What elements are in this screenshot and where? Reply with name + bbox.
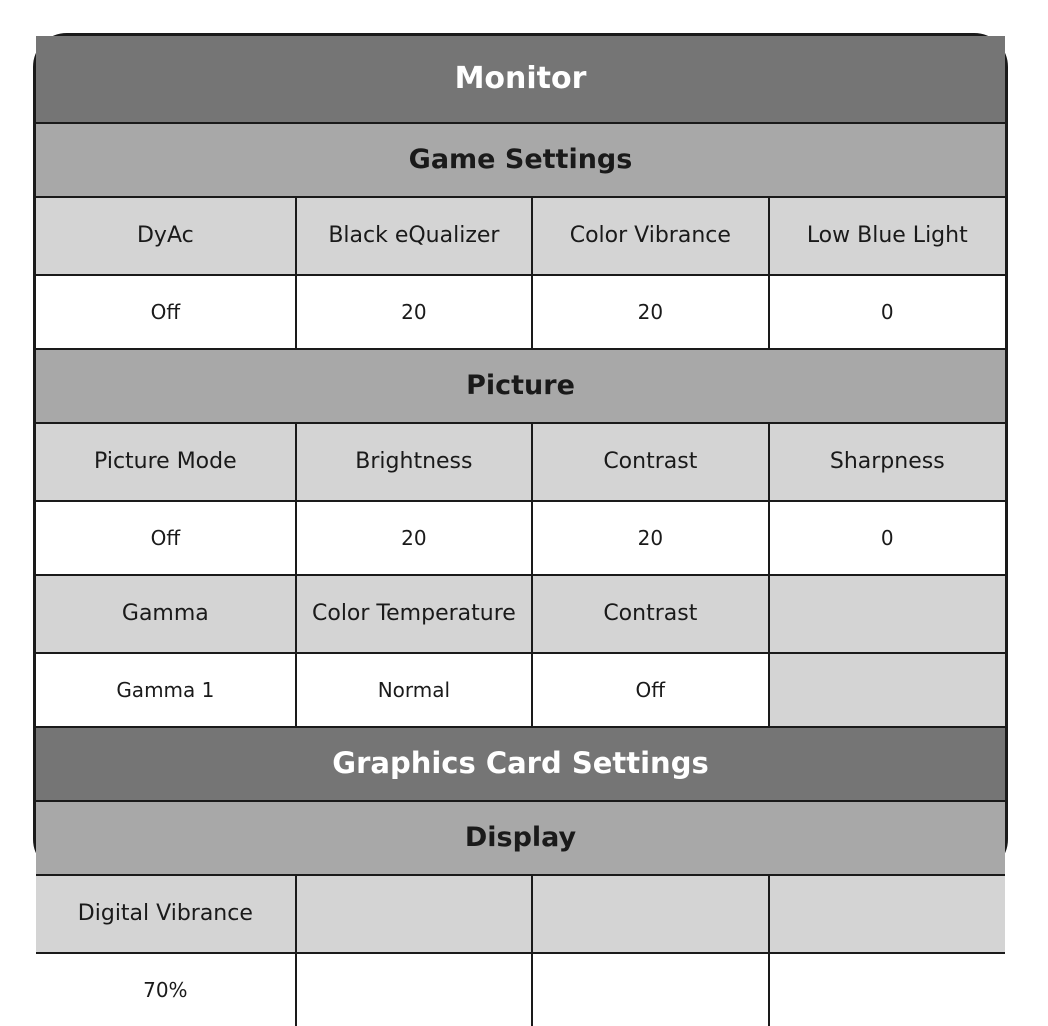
cell-empty (769, 953, 1005, 1026)
table-row-section-game-settings (36, 123, 1005, 197)
table-row (36, 653, 1005, 727)
monitor-settings-card (33, 33, 1008, 1002)
cell-digital-vibrance-value: 70% (36, 953, 296, 1026)
page-title: Monitor (36, 36, 1005, 123)
section-header-display: Display (36, 801, 1005, 875)
cell-black-equalizer-label: Black eQualizer (296, 197, 532, 275)
cell-low-blue-light-value: 0 (769, 275, 1005, 349)
cell-brightness-label: Brightness (296, 423, 532, 501)
cell-low-blue-light-label: Low Blue Light (769, 197, 1005, 275)
table-row-section-picture (36, 349, 1005, 423)
cell-empty (532, 875, 768, 953)
table-row (36, 953, 1005, 1026)
cell-contrast2-label: Contrast (532, 575, 768, 653)
table-row-title (36, 36, 1005, 123)
section-header-game-settings: Game Settings (36, 123, 1005, 197)
cell-picture-mode-value: Off (36, 501, 296, 575)
cell-color-vibrance-value: 20 (532, 275, 768, 349)
cell-digital-vibrance-label: Digital Vibrance (36, 875, 296, 953)
table-row (36, 875, 1005, 953)
cell-black-equalizer-value: 20 (296, 275, 532, 349)
cell-dyac-value: Off (36, 275, 296, 349)
section-header-graphics-card-settings: Graphics Card Settings (36, 727, 1005, 801)
cell-picture-mode-label: Picture Mode (36, 423, 296, 501)
table-row (36, 197, 1005, 275)
cell-empty (769, 875, 1005, 953)
cell-sharpness-value: 0 (769, 501, 1005, 575)
cell-dyac-label: DyAc (36, 197, 296, 275)
cell-empty (769, 653, 1005, 727)
cell-gamma-value: Gamma 1 (36, 653, 296, 727)
table-row (36, 275, 1005, 349)
table-row (36, 575, 1005, 653)
settings-table (36, 36, 1005, 1026)
section-header-picture: Picture (36, 349, 1005, 423)
cell-sharpness-label: Sharpness (769, 423, 1005, 501)
cell-color-temperature-label: Color Temperature (296, 575, 532, 653)
table-row-section-graphics-card-settings (36, 727, 1005, 801)
table-row-section-display (36, 801, 1005, 875)
cell-gamma-label: Gamma (36, 575, 296, 653)
cell-color-temperature-value: Normal (296, 653, 532, 727)
cell-brightness-value: 20 (296, 501, 532, 575)
cell-contrast-label: Contrast (532, 423, 768, 501)
table-row (36, 423, 1005, 501)
cell-empty (769, 575, 1005, 653)
cell-empty (296, 953, 532, 1026)
cell-empty (532, 953, 768, 1026)
cell-contrast-value: 20 (532, 501, 768, 575)
cell-contrast2-value: Off (532, 653, 768, 727)
cell-color-vibrance-label: Color Vibrance (532, 197, 768, 275)
table-row (36, 501, 1005, 575)
cell-empty (296, 875, 532, 953)
